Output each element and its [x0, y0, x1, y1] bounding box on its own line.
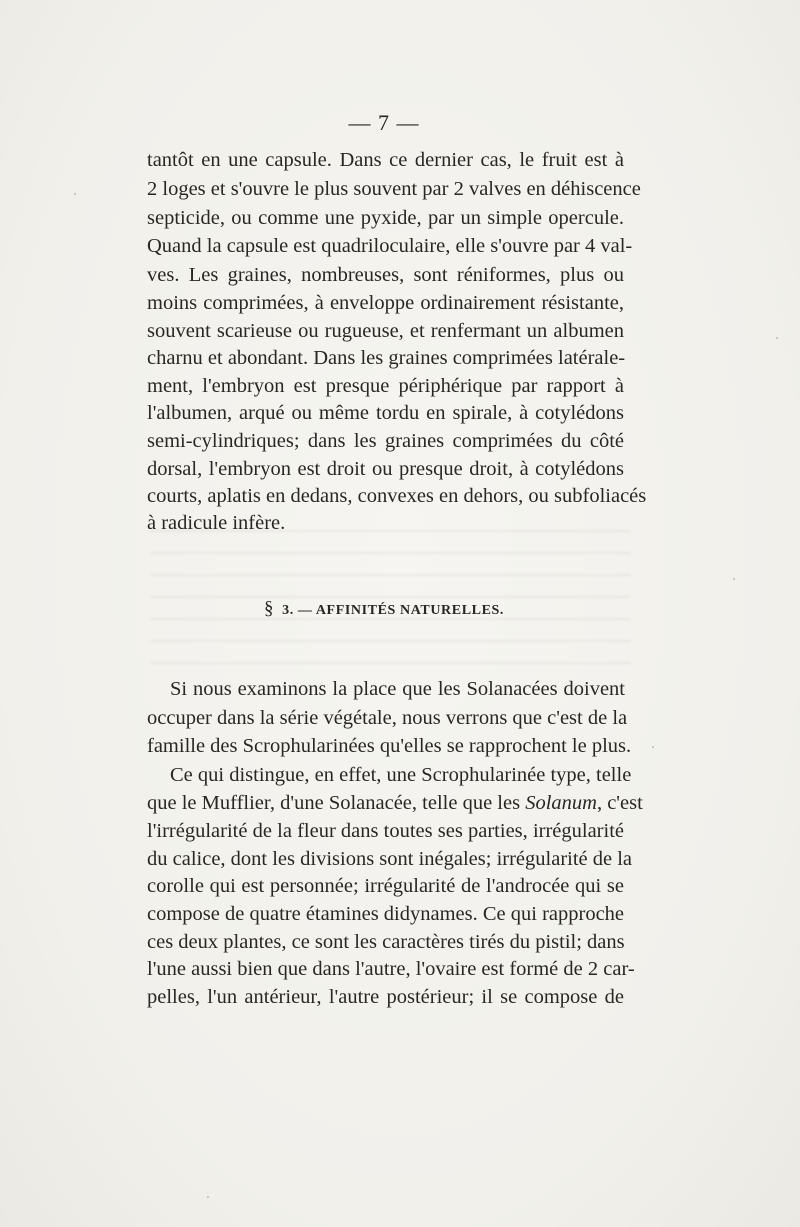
section-title: 3. — AFFINITÉS NATURELLES.: [282, 603, 504, 618]
paper-speck: [776, 337, 778, 339]
paragraph1-line: souvent scarieuse ou rugueuse, et renfermant un albumen: [147, 320, 624, 342]
paragraph1-line: moins comprimées, à enveloppe ordinairement résistante,: [147, 292, 624, 314]
paper-speck: [733, 578, 735, 580]
paper-speck: [207, 1196, 209, 1198]
paragraph1-line: Quand la capsule est quadriloculaire, elle s'ouvre par 4 val-: [147, 235, 633, 257]
paragraph3-line: l'une aussi bien que dans l'autre, l'ovaire est formé de 2 car-: [147, 958, 635, 980]
paper-speck: [652, 746, 654, 748]
paragraph3-line: Ce qui distingue, en effet, une Scrophularinée type, telle: [170, 764, 632, 786]
paragraph3-line: l'irrégularité de la fleur dans toutes ses parties, irrégularité: [147, 820, 624, 842]
paragraph3-text: , c'est: [596, 792, 643, 814]
section-sign: §: [264, 598, 275, 619]
section-heading: [0, 598, 768, 620]
paragraph1-line: dorsal, l'embryon est droit ou presque droit, à cotylédons: [147, 458, 624, 480]
paragraph1-line: charnu et abondant. Dans les graines comprimées latérale-: [147, 347, 626, 369]
paragraph1-line: ves. Les graines, nombreuses, sont réniformes, plus ou: [147, 264, 624, 286]
paragraph1-line: semi-cylindriques; dans les graines comprimées du côté: [147, 430, 624, 452]
paper-speck: [74, 193, 76, 195]
paragraph3-line: pelles, l'un antérieur, l'autre postérieur; il se compose de: [147, 986, 624, 1008]
paragraph1-line: courts, aplatis en dedans, convexes en dehors, ou subfoliacés: [147, 485, 647, 507]
paragraph1-line: tantôt en une capsule. Dans ce dernier cas, le fruit est à: [147, 149, 624, 171]
paragraph1-line: septicide, ou comme une pyxide, par un simple opercule.: [147, 207, 624, 229]
paragraph1-line: à radicule infère.: [147, 512, 286, 534]
paragraph3-line: [147, 790, 643, 817]
paragraph3-text: que le Mufflier, d'une Solanacée, telle que les: [147, 792, 526, 814]
paragraph3-line: du calice, dont les divisions sont inégales; irrégularité de la: [147, 848, 633, 870]
paragraph1-line: 2 loges et s'ouvre le plus souvent par 2 valves en déhiscence: [147, 178, 641, 200]
italic-taxon: Solanum: [525, 792, 597, 814]
paragraph3-line: corolle qui est personnée; irrégularité de l'androcée qui se: [147, 875, 624, 897]
paragraph1-line: l'albumen, arqué ou même tordu en spirale, à cotylédons: [147, 402, 624, 424]
paragraph3-line: compose de quatre étamines didynames. Ce qui rapproche: [147, 903, 625, 925]
paragraph2-line: famille des Scrophularinées qu'elles se rapprochent le plus.: [147, 735, 632, 757]
paragraph1-line: ment, l'embryon est presque périphérique par rapport à: [147, 375, 624, 397]
paragraph3-line: ces deux plantes, ce sont les caractères tirés du pistil; dans: [147, 931, 625, 953]
paragraph2-line: occuper dans la série végétale, nous verrons que c'est de la: [147, 707, 628, 729]
paragraph2-line: Si nous examinons la place que les Solanacées doivent: [170, 678, 625, 700]
page-number: — 7 —: [348, 110, 420, 135]
